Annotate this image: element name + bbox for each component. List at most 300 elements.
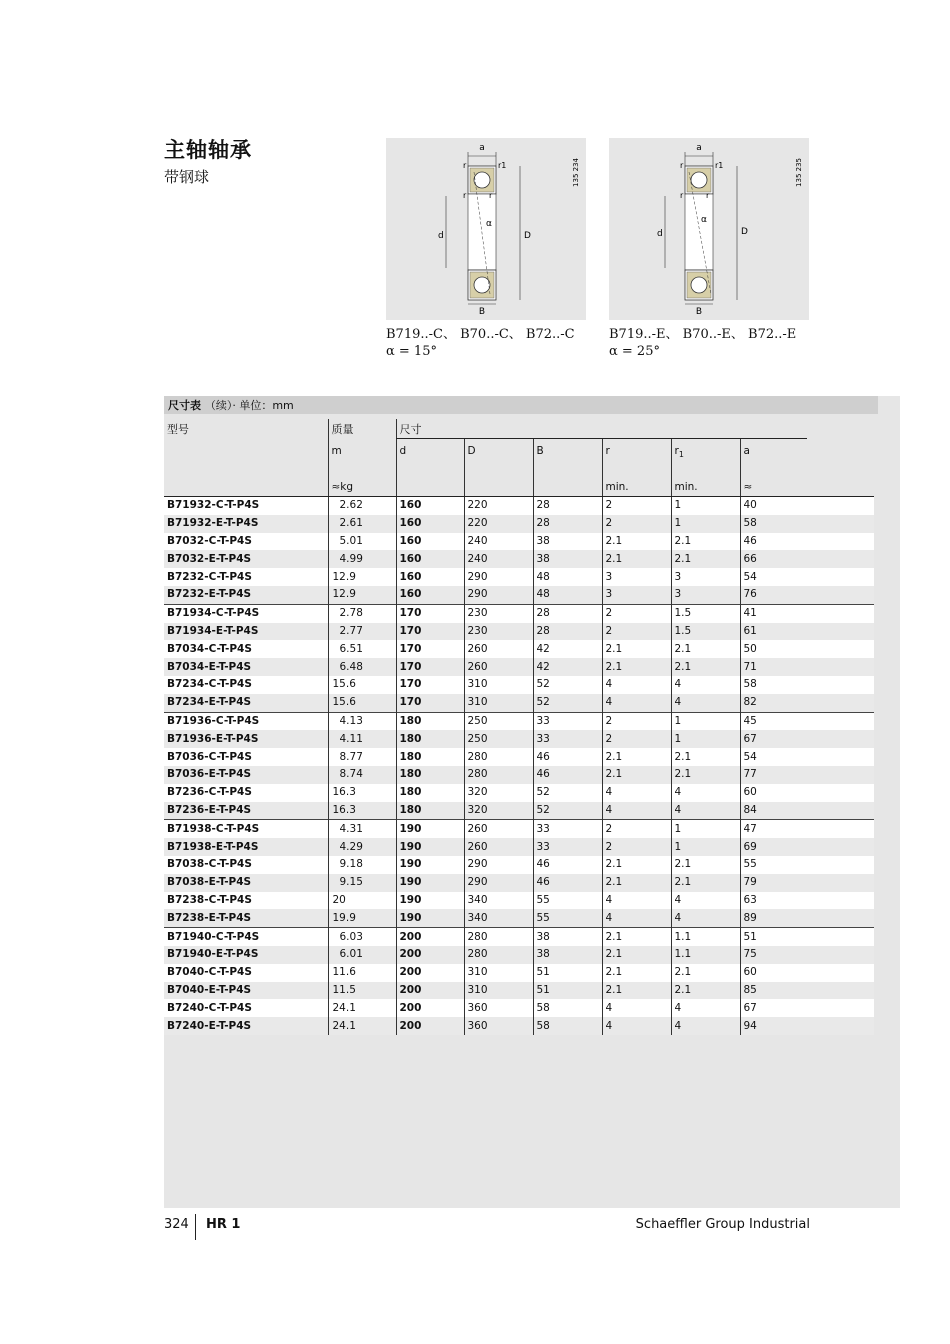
cell-r: 2.1 [602,982,671,1000]
cell-mass: 2.78 [328,604,396,622]
cell-mass: 11.5 [328,982,396,1000]
cell-B: 38 [533,928,602,946]
header-B: B [533,439,602,478]
cell-a: 51 [740,928,807,946]
cell-designation: B7232-E-T-P4S [164,586,328,604]
table-row [164,640,874,658]
header-r1-min: min. [671,477,740,497]
cell-mass: 15.6 [328,694,396,712]
cell-B: 38 [533,550,602,568]
cell-D: 280 [464,766,533,784]
cell-r: 2 [602,712,671,730]
cell-mass: 2.77 [328,623,396,641]
header-m: m [328,439,396,478]
svg-text:α: α [486,219,492,229]
cell-a: 66 [740,550,807,568]
table-row [164,928,874,946]
cell-d: 180 [396,712,464,730]
cell-mass: 12.9 [328,568,396,586]
header-a-approx: ≈ [740,477,807,497]
cell-designation: B71940-C-T-P4S [164,928,328,946]
cell-r1: 4 [671,802,740,820]
cell-D: 340 [464,909,533,927]
header-dimensions: 尺寸 [396,419,807,439]
svg-text:d: d [438,231,444,241]
cell-D: 310 [464,982,533,1000]
table-row [164,712,874,730]
header-d: d [396,439,464,478]
cell-a: 79 [740,874,807,892]
cell-B: 33 [533,712,602,730]
table-row [164,838,874,856]
cell-D: 320 [464,802,533,820]
publisher: Schaeffler Group Industrial [635,1217,810,1232]
svg-text:r: r [680,191,684,200]
caption-series: B719..-C、 B70..-C、 B72..-C [386,327,575,342]
footer-divider [195,1214,196,1240]
cell-mass: 4.99 [328,550,396,568]
cell-D: 290 [464,874,533,892]
cell-B: 42 [533,658,602,676]
cell-d: 180 [396,730,464,748]
cell-B: 42 [533,640,602,658]
cell-r1: 2.1 [671,533,740,551]
cell-r1: 1.5 [671,604,740,622]
table-row [164,856,874,874]
cell-mass: 16.3 [328,802,396,820]
cell-designation: B7040-E-T-P4S [164,982,328,1000]
cell-D: 290 [464,586,533,604]
cell-r: 2.1 [602,874,671,892]
cell-mass: 6.03 [328,928,396,946]
cell-designation: B71934-E-T-P4S [164,623,328,641]
cell-designation: B71932-E-T-P4S [164,515,328,533]
cell-B: 52 [533,676,602,694]
cell-D: 290 [464,856,533,874]
cell-d: 170 [396,694,464,712]
cell-B: 33 [533,820,602,838]
cell-r: 2.1 [602,550,671,568]
svg-text:a: a [479,143,485,153]
cell-mass: 4.31 [328,820,396,838]
cell-D: 320 [464,784,533,802]
cell-B: 28 [533,515,602,533]
cell-designation: B7238-E-T-P4S [164,909,328,927]
table-row [164,497,874,515]
cell-D: 220 [464,497,533,515]
header-a: a [740,439,807,478]
cell-r: 4 [602,892,671,910]
cell-designation: B71932-C-T-P4S [164,497,328,515]
table-title: 尺寸表 [168,399,201,412]
table-row [164,676,874,694]
cell-designation: B7034-C-T-P4S [164,640,328,658]
table-row [164,964,874,982]
cell-r: 4 [602,999,671,1017]
cell-a: 85 [740,982,807,1000]
header-r-min: min. [602,477,671,497]
cell-a: 45 [740,712,807,730]
cell-r1: 3 [671,586,740,604]
cell-a: 54 [740,568,807,586]
cell-d: 200 [396,964,464,982]
cell-r: 2.1 [602,658,671,676]
cell-r: 2 [602,515,671,533]
cell-r1: 1.1 [671,928,740,946]
cell-r: 2.1 [602,640,671,658]
cell-d: 180 [396,784,464,802]
cell-a: 71 [740,658,807,676]
cell-mass: 8.77 [328,748,396,766]
cell-B: 28 [533,604,602,622]
cell-a: 89 [740,909,807,927]
svg-text:r: r [706,191,710,200]
cell-mass: 6.51 [328,640,396,658]
cell-D: 280 [464,946,533,964]
cell-r1: 2.1 [671,982,740,1000]
cell-d: 170 [396,623,464,641]
cell-r1: 1 [671,497,740,515]
cell-d: 200 [396,928,464,946]
bearing-cross-section-e [609,138,809,320]
caption-angle: α = 15° [386,344,437,359]
page-subtitle: 带钢球 [164,168,210,186]
cell-mass: 11.6 [328,964,396,982]
cell-r: 2 [602,497,671,515]
table-row [164,748,874,766]
cell-d: 160 [396,586,464,604]
cell-a: 82 [740,694,807,712]
cell-a: 60 [740,964,807,982]
cell-B: 52 [533,802,602,820]
cell-d: 160 [396,533,464,551]
cell-r1: 4 [671,909,740,927]
cell-D: 230 [464,604,533,622]
cell-r: 2.1 [602,856,671,874]
table-row [164,623,874,641]
cell-mass: 20 [328,892,396,910]
cell-a: 94 [740,1017,807,1035]
cell-D: 250 [464,712,533,730]
page-number: 324 [164,1217,189,1232]
cell-D: 280 [464,928,533,946]
caption-angle: α = 25° [609,344,660,359]
table-row [164,533,874,551]
cell-B: 38 [533,533,602,551]
cell-designation: B7236-C-T-P4S [164,784,328,802]
svg-text:r1: r1 [715,161,724,170]
cell-D: 360 [464,999,533,1017]
table-row [164,892,874,910]
header-r: r [602,439,671,478]
header-D: D [464,439,533,478]
cell-mass: 5.01 [328,533,396,551]
cell-r: 3 [602,568,671,586]
cell-B: 52 [533,694,602,712]
cell-B: 28 [533,623,602,641]
table-row [164,784,874,802]
cell-B: 51 [533,964,602,982]
table-row [164,730,874,748]
caption-series: B719..-E、 B70..-E、 B72..-E [609,327,797,342]
cell-r1: 2.1 [671,658,740,676]
cell-B: 46 [533,856,602,874]
cell-r1: 2.1 [671,856,740,874]
cell-r1: 2.1 [671,640,740,658]
table-row [164,909,874,927]
cell-B: 38 [533,946,602,964]
cell-B: 55 [533,909,602,927]
cell-r1: 2.1 [671,964,740,982]
table-row [164,515,874,533]
cell-a: 69 [740,838,807,856]
cell-mass: 4.11 [328,730,396,748]
cell-designation: B7038-E-T-P4S [164,874,328,892]
cell-r1: 4 [671,1017,740,1035]
cell-designation: B7038-C-T-P4S [164,856,328,874]
cell-a: 75 [740,946,807,964]
cell-D: 240 [464,533,533,551]
cell-B: 46 [533,748,602,766]
table-row [164,694,874,712]
cell-d: 200 [396,946,464,964]
header-mass-unit: ≈kg [328,477,396,497]
cell-mass: 8.74 [328,766,396,784]
document-code: HR 1 [206,1217,241,1232]
bearing-diagram-c [386,138,586,320]
cell-d: 170 [396,604,464,622]
cell-D: 220 [464,515,533,533]
cell-B: 48 [533,586,602,604]
cell-D: 260 [464,820,533,838]
cell-designation: B7236-E-T-P4S [164,802,328,820]
svg-text:B: B [695,307,703,317]
cell-B: 58 [533,999,602,1017]
cell-D: 280 [464,748,533,766]
cell-r: 2.1 [602,946,671,964]
table-title-bar [164,396,878,414]
cell-mass: 15.6 [328,676,396,694]
cell-mass: 4.13 [328,712,396,730]
cell-designation: B7032-E-T-P4S [164,550,328,568]
cell-r1: 2.1 [671,766,740,784]
cell-d: 190 [396,909,464,927]
cell-d: 170 [396,658,464,676]
table-row [164,1017,874,1035]
svg-text:r: r [680,161,684,170]
cell-B: 58 [533,1017,602,1035]
cell-r: 2.1 [602,964,671,982]
cell-r: 4 [602,1017,671,1035]
dimension-table [164,419,874,1035]
cell-designation: B7036-E-T-P4S [164,766,328,784]
cell-B: 48 [533,568,602,586]
cell-r1: 2.1 [671,550,740,568]
cell-a: 60 [740,784,807,802]
table-row [164,982,874,1000]
cell-a: 40 [740,497,807,515]
cell-D: 260 [464,640,533,658]
cell-a: 54 [740,748,807,766]
cell-r1: 1.1 [671,946,740,964]
cell-d: 180 [396,766,464,784]
cell-r: 4 [602,676,671,694]
cell-d: 170 [396,640,464,658]
svg-text:D: D [524,231,531,241]
cell-r1: 4 [671,999,740,1017]
cell-r1: 1 [671,730,740,748]
header-r1: $r_1$ [671,439,740,478]
table-row [164,802,874,820]
cell-D: 230 [464,623,533,641]
cell-mass: 24.1 [328,1017,396,1035]
cell-designation: B7232-C-T-P4S [164,568,328,586]
svg-text:r: r [463,191,467,200]
table-row [164,766,874,784]
bearing-cross-section-c [386,138,586,320]
header-designation: 型号 [167,422,189,436]
cell-designation: B7238-C-T-P4S [164,892,328,910]
cell-B: 46 [533,874,602,892]
cell-D: 310 [464,676,533,694]
cell-d: 190 [396,856,464,874]
table-row [164,999,874,1017]
cell-a: 61 [740,623,807,641]
cell-a: 76 [740,586,807,604]
cell-B: 33 [533,730,602,748]
cell-mass: 6.01 [328,946,396,964]
cell-a: 55 [740,856,807,874]
cell-designation: B71938-C-T-P4S [164,820,328,838]
cell-a: 58 [740,515,807,533]
svg-text:D: D [741,227,748,237]
cell-a: 77 [740,766,807,784]
cell-r: 2 [602,820,671,838]
figure-code: 135 234 [572,158,580,187]
figure-caption-c [386,326,575,360]
cell-B: 46 [533,766,602,784]
cell-a: 84 [740,802,807,820]
cell-d: 160 [396,568,464,586]
table-row [164,568,874,586]
figure-code: 135 235 [795,158,803,187]
page-title: 主轴轴承 [164,138,252,162]
cell-r1: 1 [671,515,740,533]
table-row [164,874,874,892]
figure-caption-e [609,326,796,360]
cell-r: 2 [602,623,671,641]
cell-mass: 16.3 [328,784,396,802]
cell-D: 310 [464,694,533,712]
cell-d: 180 [396,802,464,820]
cell-a: 67 [740,999,807,1017]
cell-designation: B71940-E-T-P4S [164,946,328,964]
svg-text:r: r [463,161,467,170]
cell-a: 50 [740,640,807,658]
cell-r1: 1.5 [671,623,740,641]
svg-text:r: r [489,191,493,200]
cell-designation: B71938-E-T-P4S [164,838,328,856]
cell-a: 46 [740,533,807,551]
svg-text:B: B [478,307,486,317]
cell-a: 67 [740,730,807,748]
cell-r1: 1 [671,712,740,730]
svg-text:d: d [657,229,663,239]
cell-designation: B7036-C-T-P4S [164,748,328,766]
header-mass: 质量 [328,419,396,439]
cell-D: 360 [464,1017,533,1035]
cell-r: 3 [602,586,671,604]
cell-d: 160 [396,550,464,568]
table-row [164,586,874,604]
cell-r1: 3 [671,568,740,586]
cell-designation: B7240-C-T-P4S [164,999,328,1017]
cell-D: 340 [464,892,533,910]
cell-B: 28 [533,497,602,515]
cell-B: 52 [533,784,602,802]
cell-r: 2 [602,838,671,856]
cell-a: 63 [740,892,807,910]
cell-mass: 2.62 [328,497,396,515]
cell-a: 41 [740,604,807,622]
cell-r1: 2.1 [671,748,740,766]
cell-r1: 4 [671,784,740,802]
cell-D: 250 [464,730,533,748]
cell-d: 200 [396,999,464,1017]
table-row [164,550,874,568]
cell-d: 170 [396,676,464,694]
table-body [164,497,874,1035]
cell-designation: B71936-E-T-P4S [164,730,328,748]
svg-text:a: a [696,143,702,153]
cell-r1: 4 [671,694,740,712]
cell-r1: 1 [671,838,740,856]
cell-designation: B7234-C-T-P4S [164,676,328,694]
cell-r: 4 [602,909,671,927]
svg-text:α: α [701,215,707,225]
table-row [164,946,874,964]
cell-d: 200 [396,982,464,1000]
cell-B: 55 [533,892,602,910]
cell-mass: 6.48 [328,658,396,676]
cell-d: 190 [396,892,464,910]
cell-d: 190 [396,838,464,856]
cell-r: 2.1 [602,766,671,784]
cell-r: 2.1 [602,748,671,766]
svg-text:r1: r1 [498,161,507,170]
cell-designation: B7240-E-T-P4S [164,1017,328,1035]
cell-r: 4 [602,784,671,802]
cell-B: 51 [533,982,602,1000]
cell-mass: 4.29 [328,838,396,856]
cell-r: 2.1 [602,928,671,946]
cell-r: 2.1 [602,533,671,551]
cell-mass: 9.15 [328,874,396,892]
cell-d: 190 [396,874,464,892]
cell-mass: 19.9 [328,909,396,927]
cell-d: 200 [396,1017,464,1035]
bearing-diagram-e [609,138,809,320]
cell-d: 180 [396,748,464,766]
cell-r: 2 [602,604,671,622]
cell-designation: B7234-E-T-P4S [164,694,328,712]
cell-D: 240 [464,550,533,568]
cell-D: 290 [464,568,533,586]
cell-r1: 1 [671,820,740,838]
cell-r1: 2.1 [671,874,740,892]
cell-d: 160 [396,515,464,533]
cell-mass: 2.61 [328,515,396,533]
